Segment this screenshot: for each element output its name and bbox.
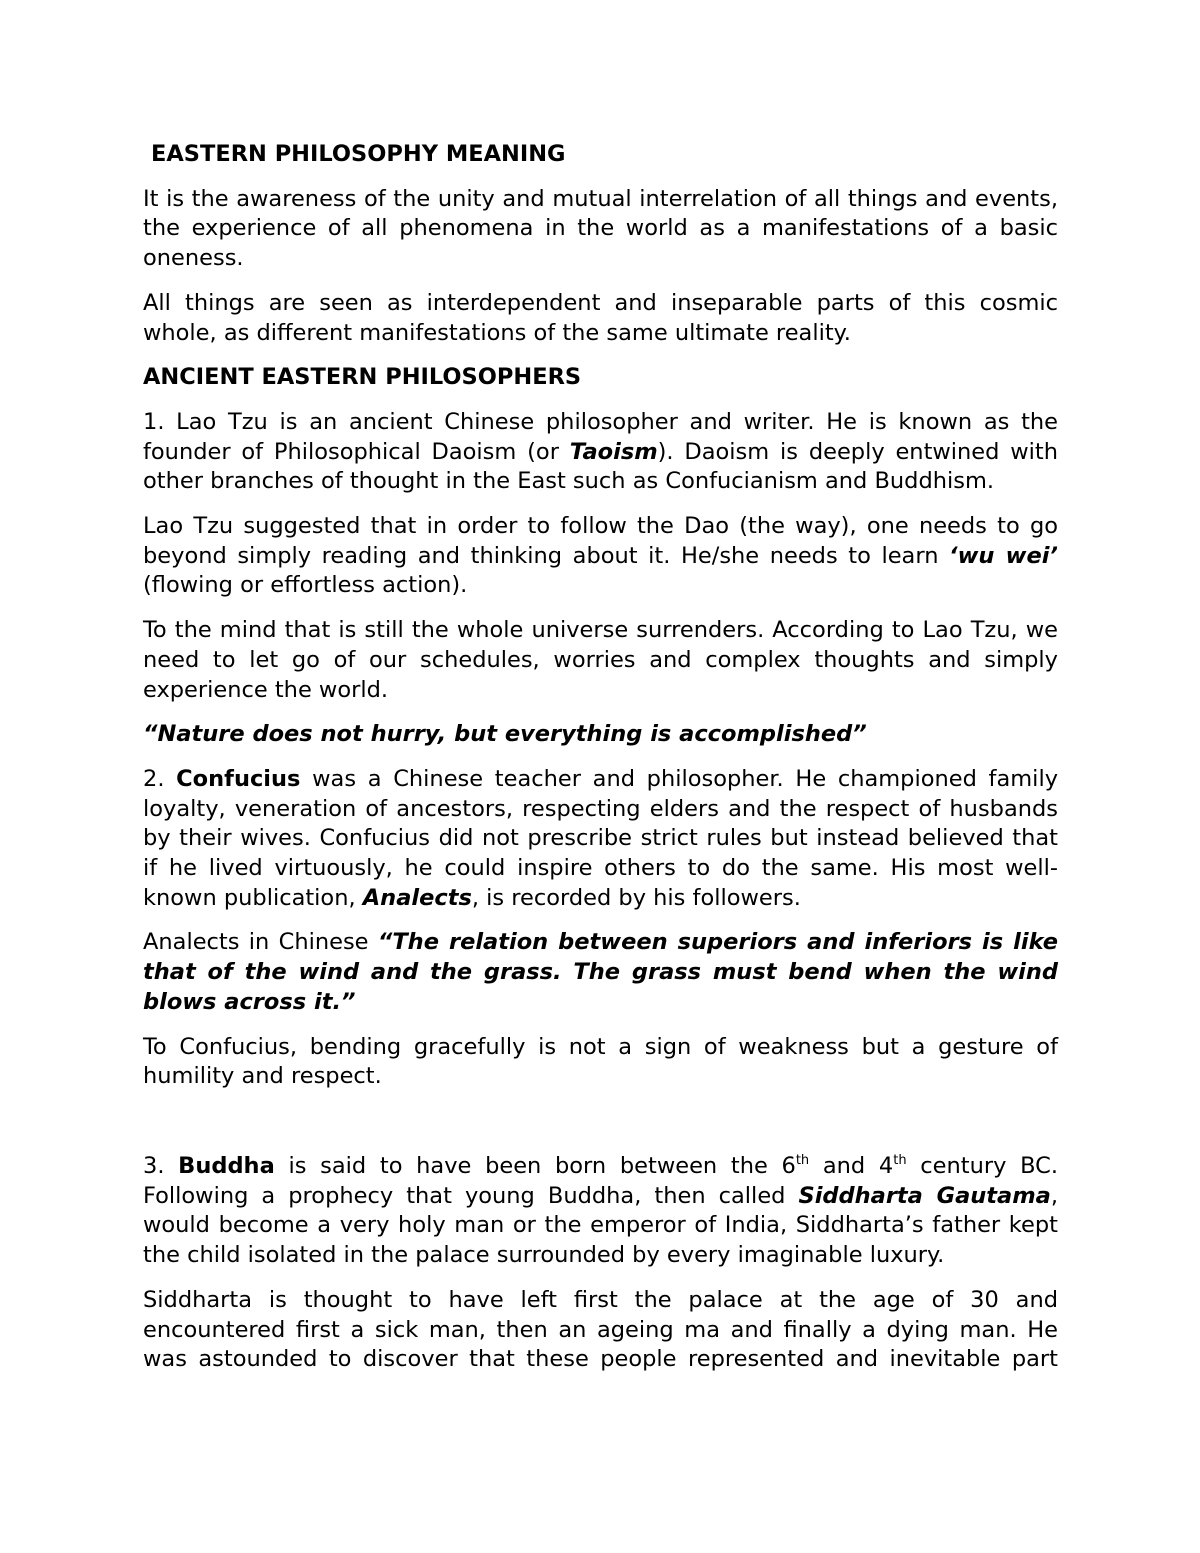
taoism-term: Taoism — [569, 438, 658, 465]
document-page — [143, 140, 1058, 1390]
buddha-text-a: is said to have been born between the 6 — [274, 1152, 796, 1179]
siddharta-gautama-name: Siddharta Gautama — [798, 1182, 1051, 1209]
lao-tzu-quote: “Nature does not hurry, but everything is accomplished” — [143, 721, 867, 748]
intro-paragraph-1: It is the awareness of the unity and mutual interrelation of all things and events, the experience of all phenomena in the world as a manifestations of a basic oneness. — [143, 185, 1058, 272]
lao-tzu-p2-text-b: (flowing or effortless action). — [143, 572, 468, 599]
buddha-number: 3. — [143, 1152, 179, 1179]
analects-intro: Analects in Chinese — [143, 929, 378, 956]
main-heading: EASTERN PHILOSOPHY MEANING — [151, 141, 566, 167]
buddha-name: Buddha — [178, 1152, 275, 1179]
confucius-number: 2. — [143, 765, 177, 792]
lao-tzu-paragraph-3: To the mind that is still the whole universe surrenders. According to Lao Tzu, we need to let go of our schedules, worries and complex thoughts and simply experience the world. — [143, 617, 1058, 703]
lao-tzu-text-b: ). Daoism is deeply entwined with other branches of thought in the East such as Confucianism and Buddhism. — [143, 438, 1058, 495]
superscript-th-2: th — [893, 1152, 907, 1168]
lao-tzu-text-a: 1. Lao Tzu is an ancient Chinese philosopher and writer. He is known as the founder of Philosophical Daoism (or — [143, 408, 1058, 465]
analects-title: Analects — [362, 884, 472, 911]
wu-wei-term: ‘wu wei’ — [949, 542, 1058, 569]
blank-line — [143, 1107, 1058, 1152]
confucius-paragraph-1 — [143, 765, 1058, 914]
intro-paragraph-2: All things are seen as interdependent and inseparable parts of this cosmic whole, as different manifestations of the same ultimate reality. — [143, 289, 1058, 346]
superscript-th-1: th — [795, 1152, 810, 1168]
confucius-text-b: , is recorded by his followers. — [471, 884, 801, 911]
confucius-text-a: was a Chinese teacher and philosopher. He championed family loyalty, veneration of ancestors, respecting elders and the respect of husbands by their wives. Confucius did not prescribe strict rules but instead believed that if he lived virtuously, he could inspire others to do the same. His most well-known publication, — [143, 765, 1059, 911]
buddha-paragraph-2: Siddharta is thought to have left first the palace at the age of 30 and encountered first a sick man, then an ageing ma and finally a dying man. He was astounded to discover that these people represented and inevitable part — [143, 1286, 1058, 1373]
confucius-paragraph-2 — [143, 928, 1058, 1017]
buddha-paragraph-1 — [143, 1152, 1058, 1271]
buddha-text-d: , would become a very holy man or the emperor of India, Siddharta’s father kept the child isolated in the palace surrounded by every imaginable luxury. — [143, 1182, 1058, 1269]
buddha-text-b: and 4 — [809, 1152, 894, 1179]
philosophers-heading: ANCIENT EASTERN PHILOSOPHERS — [143, 364, 582, 391]
lao-tzu-paragraph-1 — [143, 408, 1058, 497]
confucius-paragraph-3: To Confucius, bending gracefully is not a sign of weakness but a gesture of humility and respect. — [143, 1033, 1058, 1090]
confucius-name: Confucius — [176, 765, 301, 792]
buddha-text-c: century BC. Following a prophecy that young Buddha, then called — [143, 1152, 1059, 1209]
lao-tzu-p2-text-a: Lao Tzu suggested that in order to follow the Dao (the way), one needs to go beyond simply reading and thinking about it. He/she needs to learn — [143, 513, 1058, 569]
analects-quote: “The relation between superiors and inferiors is like that of the wind and the grass. The grass must bend when the wind blows across it.” — [143, 929, 1058, 1015]
lao-tzu-paragraph-2 — [143, 512, 1058, 601]
